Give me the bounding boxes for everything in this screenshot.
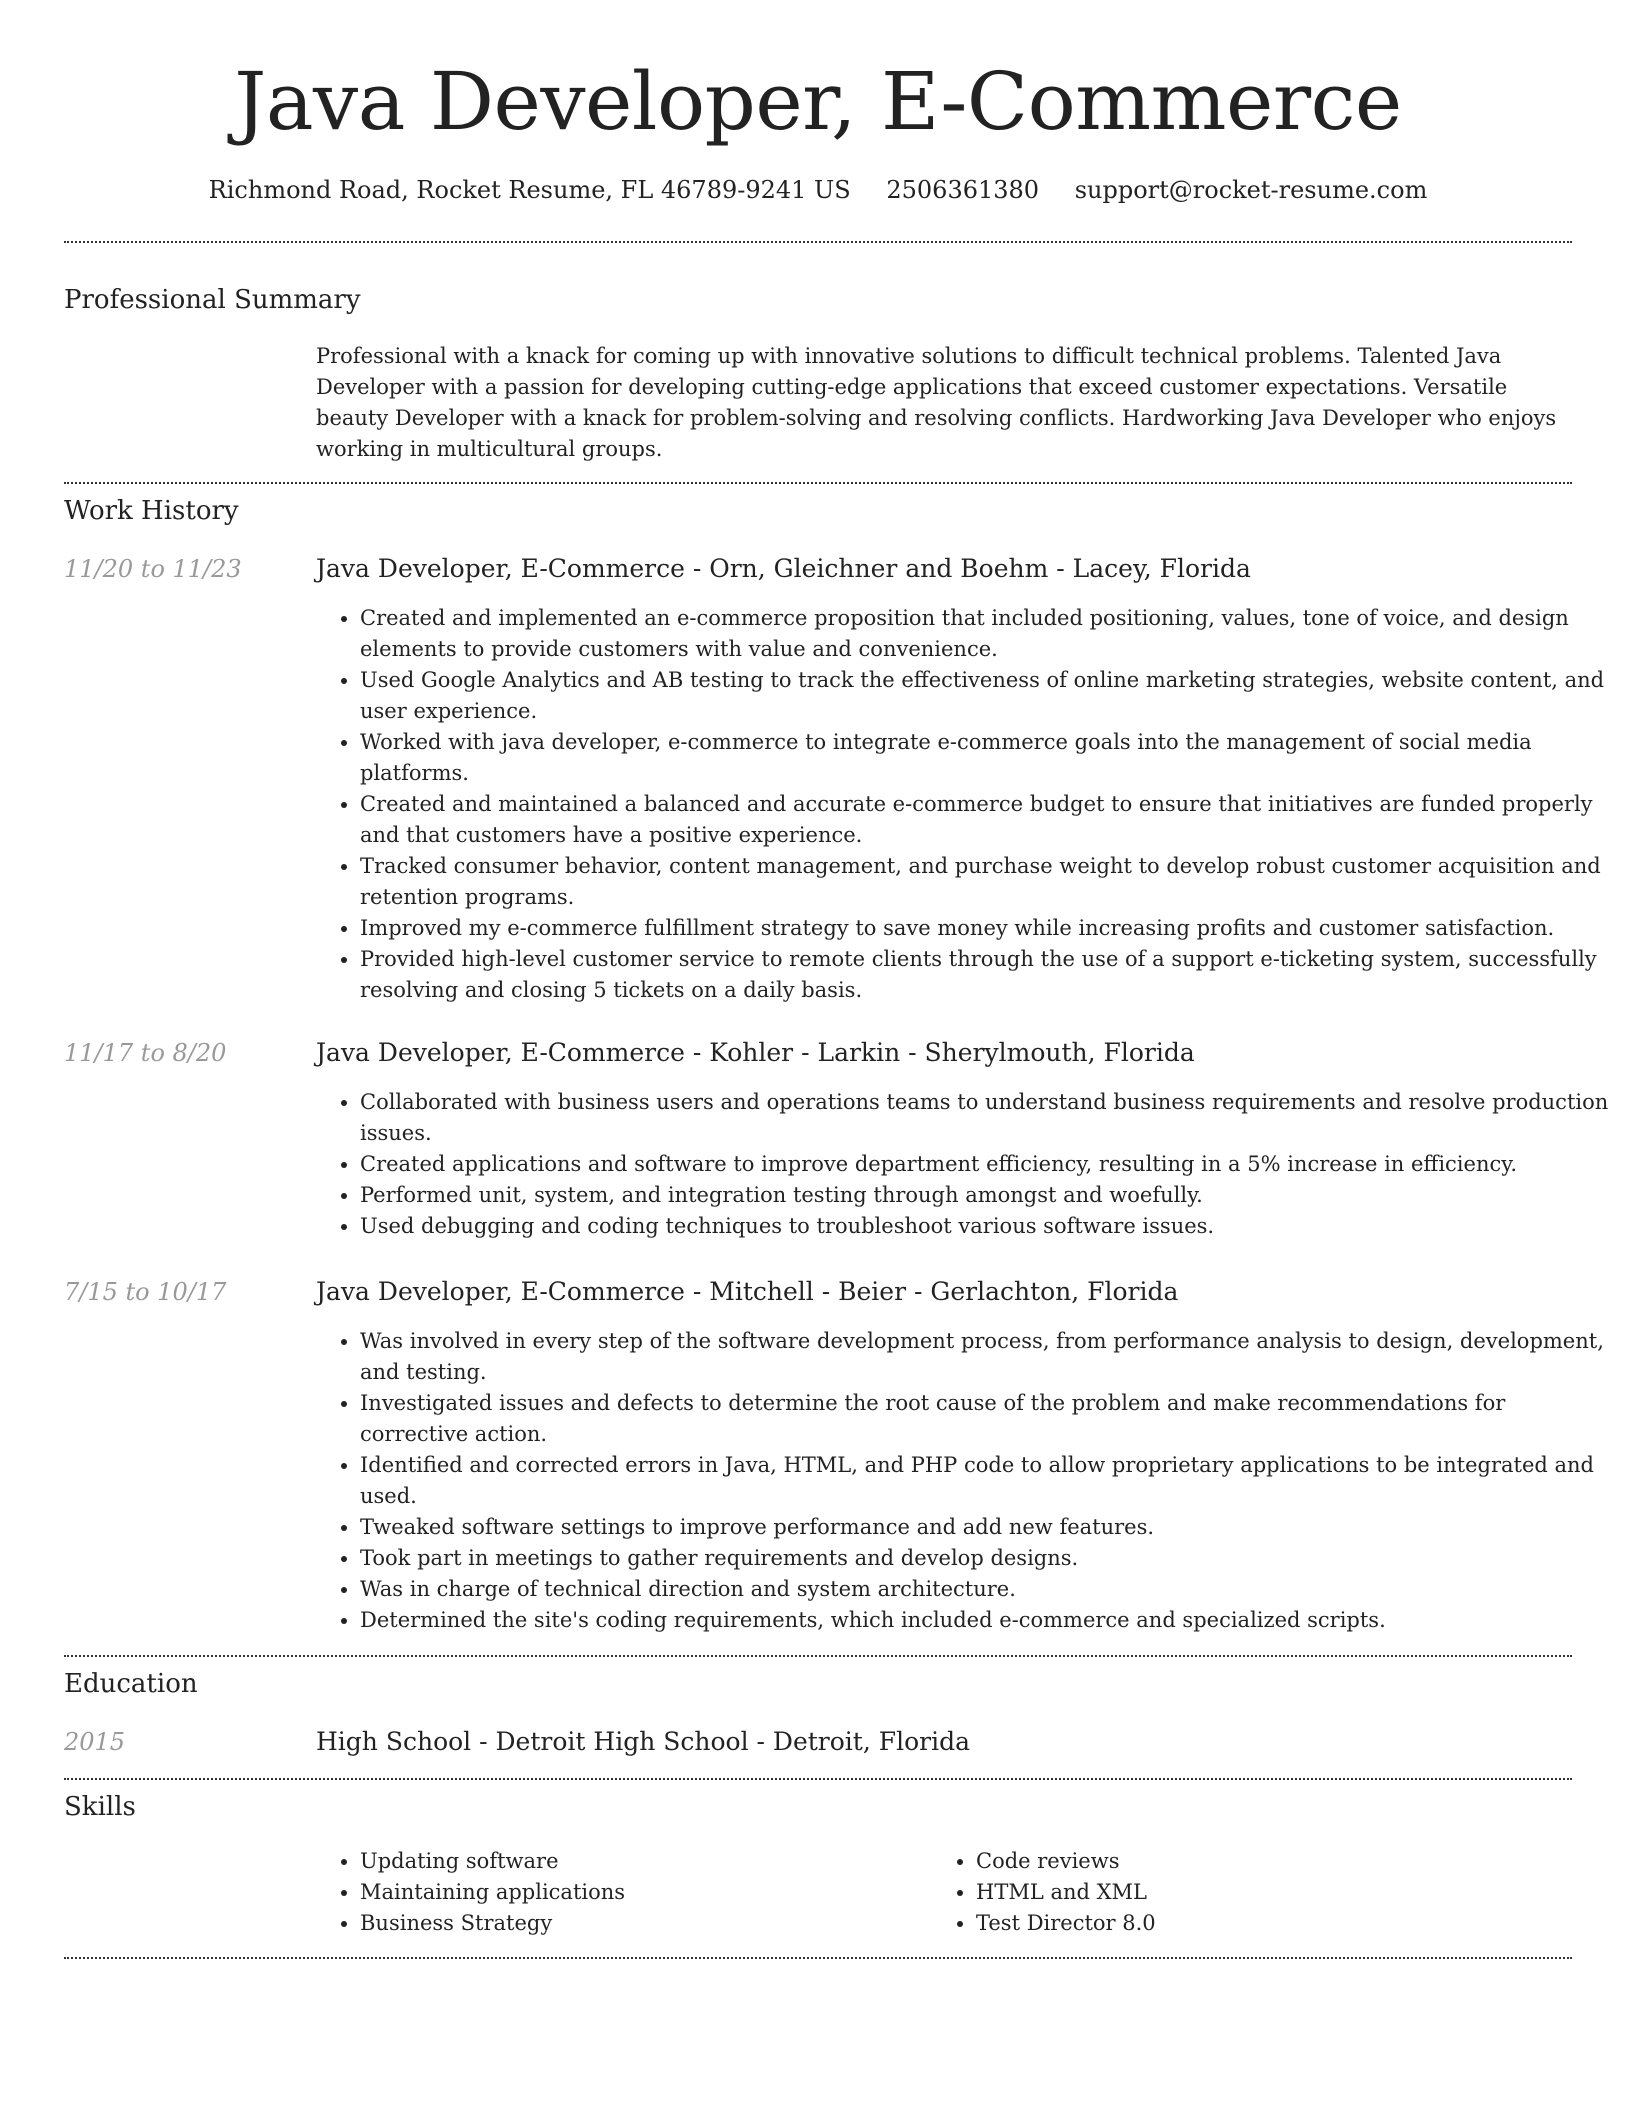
education-heading-line: High School - Detroit High School - Detroit, Florida (316, 1727, 970, 1756)
list-item: • Code reviews (976, 1846, 1536, 1877)
contact-line (64, 172, 1572, 208)
list-item: • Used debugging and coding techniques to troubleshoot various software issues. (360, 1211, 1610, 1242)
list-item: • Performed unit, system, and integration testing through amongst and woefully. (360, 1180, 1610, 1211)
contact-phone: 2506361380 (886, 176, 1040, 204)
list-item: • Investigated issues and defects to determine the root cause of the problem and make recommendations for corrective action. (360, 1388, 1610, 1450)
job-bullet-list (316, 603, 1610, 1006)
resume-name: Java Developer, E-Commerce (234, 55, 1402, 148)
list-item: • Worked with java developer, e-commerce to integrate e-commerce goals into the management of social media platforms. (360, 727, 1610, 789)
list-item: • Improved my e-commerce fulfillment strategy to save money while increasing profits and customer satisfaction. (360, 913, 1610, 944)
section-divider (64, 1778, 1572, 1780)
skills-list-right (932, 1846, 1536, 1939)
list-item: • Tracked consumer behavior, content management, and purchase weight to develop robust customer acquisition and retention programs. (360, 851, 1610, 913)
job-bullet-list (316, 1326, 1610, 1636)
section-divider (64, 241, 1572, 243)
list-item: • Business Strategy (360, 1908, 920, 1939)
job-dates: 7/15 to 10/17 (64, 1278, 227, 1306)
list-item: • Created and maintained a balanced and accurate e-commerce budget to ensure that initiatives are funded properly and that customers have a positive experience. (360, 789, 1610, 851)
job-heading: Java Developer, E-Commerce - Kohler - Larkin - Sherylmouth, Florida (316, 1038, 1195, 1067)
list-item: • Test Director 8.0 (976, 1908, 1536, 1939)
summary-text: Professional with a knack for coming up with innovative solutions to difficult technical problems. Talented Java Developer with a passion for developing cutting-edge applications that exceed customer expectations. Versatile beauty Developer with a knack for problem-solving and resolving conflicts. Hardworking Java Developer who enjoys working in multicultural groups. (316, 344, 1557, 461)
contact-email: support@rocket-resume.com (1074, 176, 1428, 204)
skills-list-left (316, 1846, 920, 1939)
contact-address: Richmond Road, Rocket Resume, FL 46789-9241 US (208, 176, 851, 204)
list-item: • Used Google Analytics and AB testing to track the effectiveness of online marketing strategies, website content, and user experience. (360, 665, 1610, 727)
section-divider (64, 1655, 1572, 1657)
list-item: • Collaborated with business users and operations teams to understand business requirements and resolve production issues. (360, 1087, 1610, 1149)
section-divider (64, 1957, 1572, 1959)
skills-heading: Skills (64, 1792, 136, 1822)
list-item: • Provided high-level customer service to remote clients through the use of a support e-ticketing system, successfully resolving and closing 5 tickets on a daily basis. (360, 944, 1610, 1006)
list-item: • Was in charge of technical direction and system architecture. (360, 1574, 1610, 1605)
summary-heading: Professional Summary (64, 285, 361, 315)
list-item: • Took part in meetings to gather requirements and develop designs. (360, 1543, 1610, 1574)
list-item: • HTML and XML (976, 1877, 1536, 1908)
education-heading: Education (64, 1669, 198, 1699)
list-item: • Identified and corrected errors in Java, HTML, and PHP code to allow proprietary applications to be integrated and used. (360, 1450, 1610, 1512)
job-dates: 11/20 to 11/23 (64, 555, 242, 583)
list-item: • Created applications and software to improve department efficiency, resulting in a 5% increase in efficiency. (360, 1149, 1610, 1180)
education-year: 2015 (64, 1728, 126, 1756)
list-item: • Was involved in every step of the software development process, from performance analysis to design, development, and testing. (360, 1326, 1610, 1388)
job-heading: Java Developer, E-Commerce - Orn, Gleichner and Boehm - Lacey, Florida (316, 554, 1251, 583)
section-divider (64, 482, 1572, 484)
list-item: • Determined the site's coding requirements, which included e-commerce and specialized scripts. (360, 1605, 1610, 1636)
work-history-heading: Work History (64, 496, 239, 526)
job-dates: 11/17 to 8/20 (64, 1039, 227, 1067)
list-item: • Created and implemented an e-commerce proposition that included positioning, values, tone of voice, and design elements to provide customers with value and convenience. (360, 603, 1610, 665)
job-bullet-list (316, 1087, 1610, 1242)
list-item: • Updating software (360, 1846, 920, 1877)
job-heading: Java Developer, E-Commerce - Mitchell - Beier - Gerlachton, Florida (316, 1277, 1179, 1306)
list-item: • Maintaining applications (360, 1877, 920, 1908)
list-item: • Tweaked software settings to improve performance and add new features. (360, 1512, 1610, 1543)
